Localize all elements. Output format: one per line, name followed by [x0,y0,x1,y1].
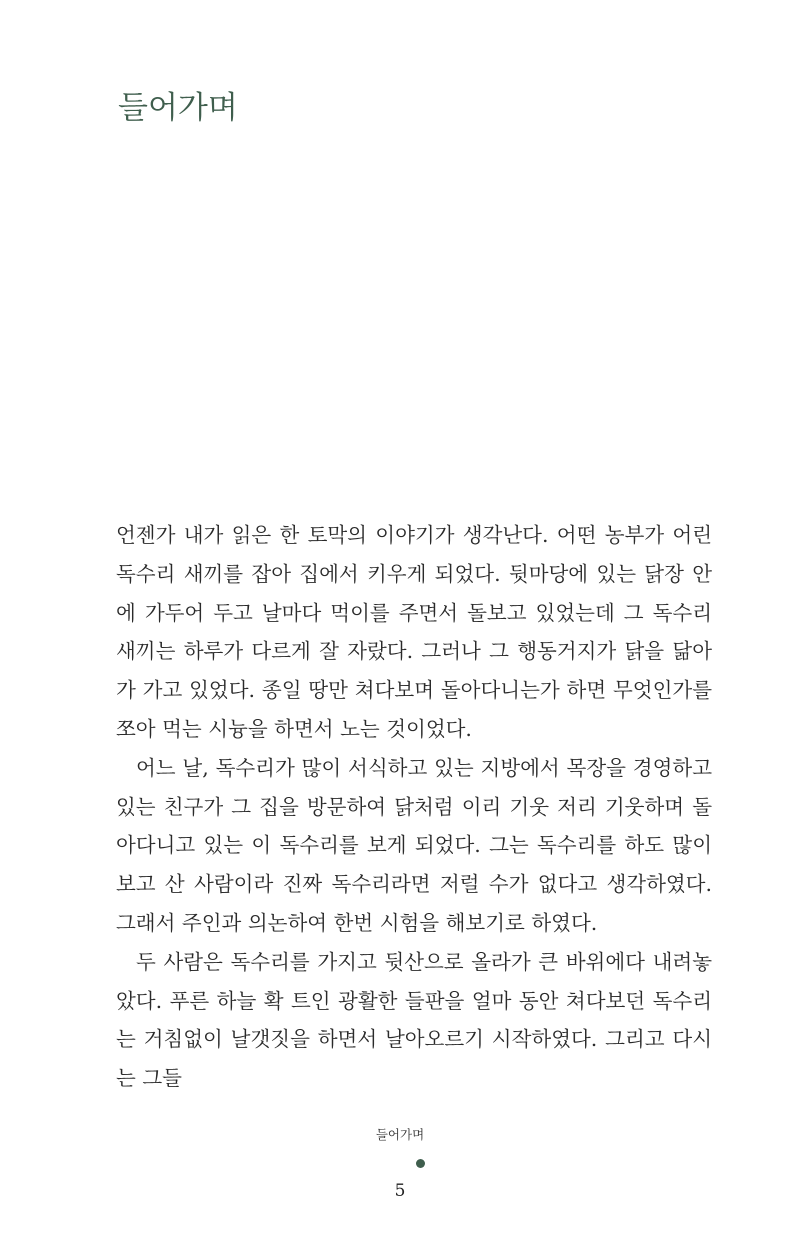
paragraph-1: 언젠가 내가 읽은 한 토막의 이야기가 생각난다. 어떤 농부가 어린 독수리 새끼를 잡아 집에서 키우게 되었다. 뒷마당에 있는 닭장 안에 가두어 두고 날마다 먹이를 주면서 돌보고 있었는데 그 독수리 새끼는 하루가 다르게 잘 자랐다. 그러나 그 행동거지가 닭을 닮아가 가고 있었다. 종일 땅만 쳐다보며 돌아다니는가 하면 무엇인가를 쪼아 먹는 시늉을 하면서 노는 것이었다. [116,523,712,741]
page-number: 5 [394,1181,406,1201]
paragraph-3: 두 사람은 독수리를 가지고 뒷산으로 올라가 큰 바위에다 내려놓았다. 푸른 하늘 확 트인 광활한 들판을 얼마 동안 쳐다보던 독수리는 거침없이 날갯짓을 하면서 날아오르기 시작하였다. 그리고 다시는 그들 [116,949,712,1091]
chapter-title: 들어가며 [118,90,238,126]
running-footer-title: 들어가며 [375,1127,425,1142]
body-text [116,516,712,1098]
footer-dot-icon [416,1159,425,1168]
paragraph-2: 어느 날, 독수리가 많이 서식하고 있는 지방에서 목장을 경영하고 있는 친구가 그 집을 방문하여 닭처럼 이리 기웃 저리 기웃하며 돌아다니고 있는 이 독수리를 보게 되었다. 그는 독수리를 하도 많이 보고 산 사람이라 진짜 독수리라면 저럴 수가 없다고 생각하였다. 그래서 주인과 의논하여 한번 시험을 해보기로 하였다. [116,755,712,935]
